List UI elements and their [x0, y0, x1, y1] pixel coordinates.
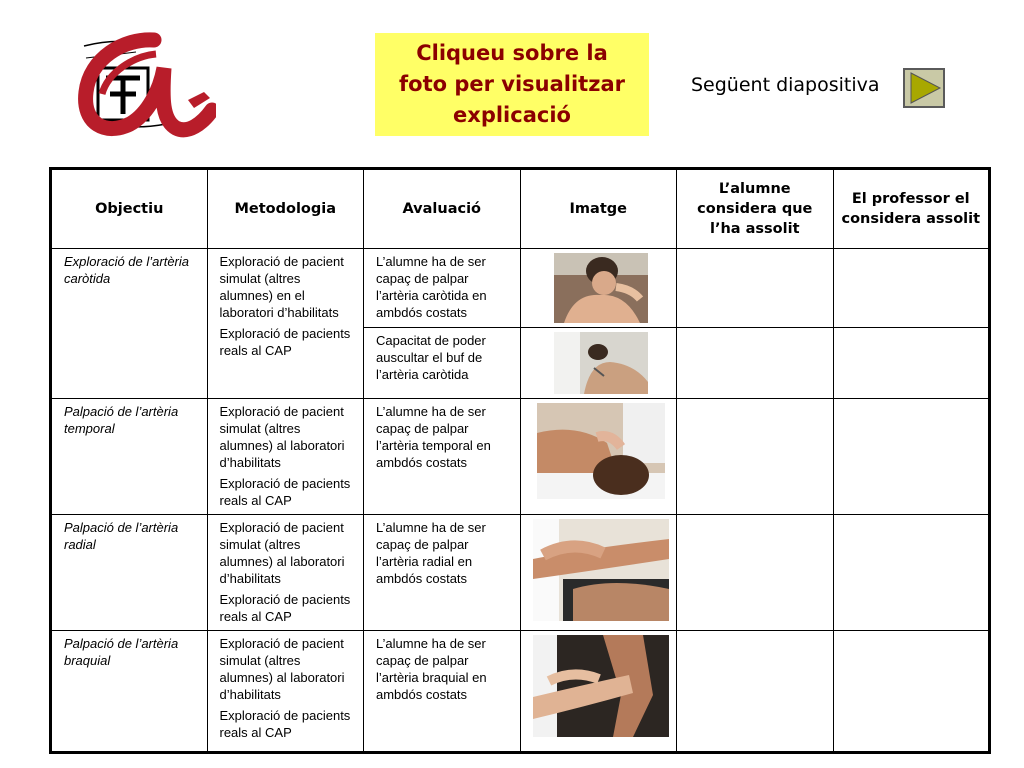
- table-row: [51, 399, 990, 515]
- metodologia-real: Exploració de pacients reals al CAP: [219, 708, 351, 740]
- next-slide-button[interactable]: [903, 68, 945, 108]
- cell-metodologia: [207, 399, 364, 515]
- header-objectiu: Objectiu: [51, 169, 208, 249]
- cell-metodologia: [207, 515, 364, 631]
- instruction-banner: [375, 33, 649, 136]
- cell-avaluacio: L’alumne ha de ser capaç de palpar l’artèria braquial en ambdós costats: [364, 631, 521, 753]
- table-row: [51, 515, 990, 631]
- header-alumne: L’alumne considera que l’ha assolit: [677, 169, 834, 249]
- brachial-palpation-photo[interactable]: [533, 635, 669, 737]
- temporal-palpation-photo[interactable]: [537, 403, 665, 499]
- metodologia-real: Exploració de pacients reals al CAP: [219, 476, 351, 508]
- header-imatge: Imatge: [520, 169, 677, 249]
- cell-professor[interactable]: [833, 249, 990, 328]
- cell-imatge: [520, 328, 677, 399]
- header-metodologia: Metodologia: [207, 169, 364, 249]
- table-row: [51, 631, 990, 753]
- cell-alumne[interactable]: [677, 631, 834, 753]
- play-arrow-icon: [905, 70, 943, 106]
- metodologia-simulat: Exploració de pacient simulat (altres alumnes) al laboratori d’habilitats: [219, 636, 345, 702]
- cell-avaluacio: L’alumne ha de ser capaç de palpar l’artèria caròtida en ambdós costats: [364, 249, 521, 328]
- banner-line-2: foto per visualitzar: [399, 72, 625, 96]
- cell-metodologia: [207, 631, 364, 753]
- cell-imatge: [520, 631, 677, 753]
- cell-avaluacio: L’alumne ha de ser capaç de palpar l’artèria radial en ambdós costats: [364, 515, 521, 631]
- metodologia-simulat: Exploració de pacient simulat (altres alumnes) en el laboratori d’habilitats: [219, 254, 344, 320]
- cell-professor[interactable]: [833, 328, 990, 399]
- cell-objectiu: Exploració de l’artèria caròtida: [51, 249, 208, 399]
- table-header-row: [51, 169, 990, 249]
- cell-professor[interactable]: [833, 399, 990, 515]
- cell-professor[interactable]: [833, 515, 990, 631]
- metodologia-simulat: Exploració de pacient simulat (altres alumnes) al laboratori d’habilitats: [219, 404, 345, 470]
- cell-avaluacio: L’alumne ha de ser capaç de palpar l’artèria temporal en ambdós costats: [364, 399, 521, 515]
- header-avaluacio: Avaluació: [364, 169, 521, 249]
- banner-line-1: Cliqueu sobre la: [416, 41, 608, 65]
- cell-objectiu: Palpació de l’artèria temporal: [51, 399, 208, 515]
- banner-line-3: explicació: [453, 103, 571, 127]
- metodologia-real: Exploració de pacients reals al CAP: [219, 326, 351, 358]
- metodologia-simulat: Exploració de pacient simulat (altres alumnes) al laboratori d’habilitats: [219, 520, 345, 586]
- carotid-palpation-photo[interactable]: [554, 253, 648, 323]
- header-professor: El professor el considera assolit: [833, 169, 990, 249]
- next-slide-label[interactable]: Següent diapositiva: [691, 74, 880, 96]
- cell-imatge: [520, 249, 677, 328]
- metodologia-real: Exploració de pacients reals al CAP: [219, 592, 351, 624]
- cell-objectiu: Palpació de l’artèria braquial: [51, 631, 208, 753]
- cell-alumne[interactable]: [677, 328, 834, 399]
- university-logo: [76, 28, 216, 140]
- radial-palpation-photo[interactable]: [533, 519, 669, 621]
- cell-professor[interactable]: [833, 631, 990, 753]
- cell-alumne[interactable]: [677, 249, 834, 328]
- cell-metodologia: [207, 249, 364, 399]
- cell-imatge: [520, 399, 677, 515]
- cell-alumne[interactable]: [677, 399, 834, 515]
- objectives-table: [49, 167, 991, 754]
- cell-imatge: [520, 515, 677, 631]
- carotid-auscultation-photo[interactable]: [554, 332, 648, 394]
- cell-objectiu: Palpació de l’artèria radial: [51, 515, 208, 631]
- table-row: [51, 249, 990, 328]
- cell-avaluacio: Capacitat de poder auscultar el buf de l’artèria caròtida: [364, 328, 521, 399]
- cell-alumne[interactable]: [677, 515, 834, 631]
